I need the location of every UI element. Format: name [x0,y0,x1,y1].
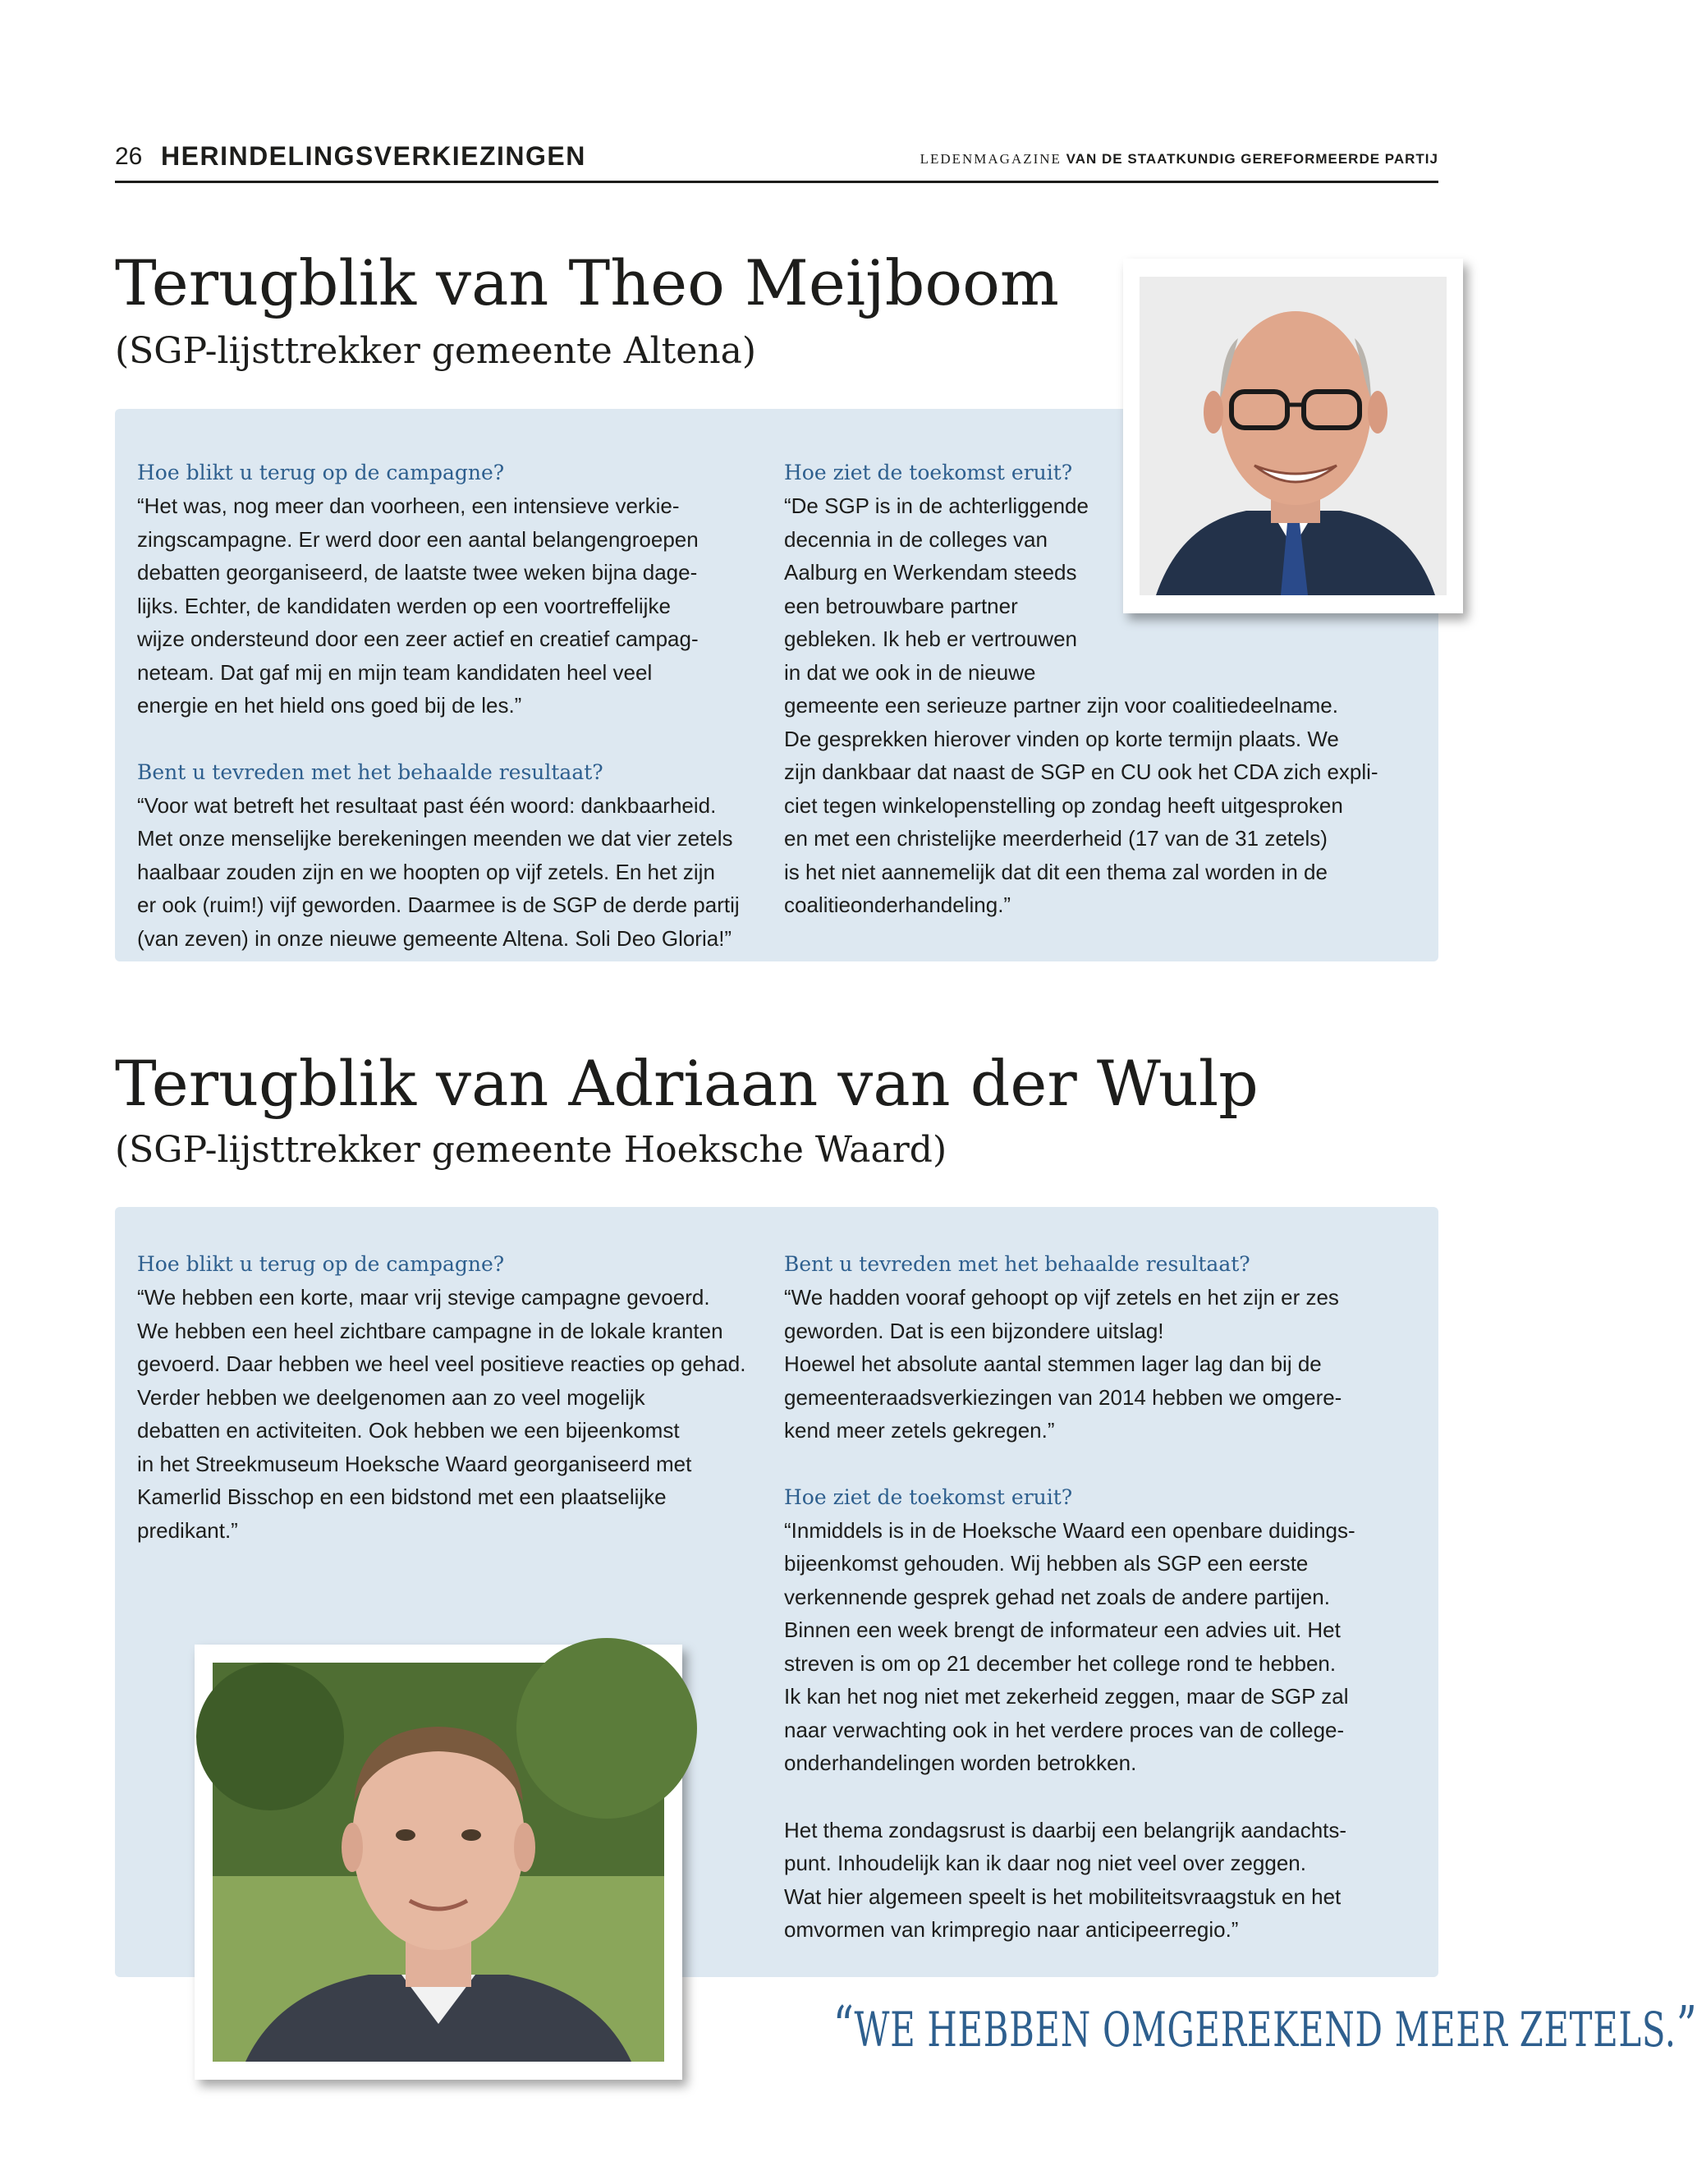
article1-question-3: Hoe ziet de toekomst eruit? [784,461,1073,484]
magazine-main: VAN DE STAATKUNDIG GEREFORMEERDE PARTIJ [1066,151,1438,167]
quote-open-mark: “ [832,1995,855,2060]
section-title: HERINDELINGSVERKIEZINGEN [161,141,586,171]
page-number: 26 [115,143,143,170]
portrait-adriaan-van-der-wulp [195,1645,682,2080]
article2-answer-4: Het thema zondagsrust is daarbij een belangrijk aandachts- punt. Inhoudelijk kan ik daar nog niet veel over zeggen. Wat hier algemeen speelt is het mobiliteitsvraagstuk en het omvormen van krimpregio naar anticipeerregio.” [784,1817,1347,1942]
article2-question-1: Hoe blikt u terug op de campagne? [137,1252,505,1276]
magazine-name [920,151,1438,167]
article1-answer-2: “Voor wat betreft het resultaat past één woord: dankbaarheid. Met onze menselijke berekeningen meenden we dat vier zetels haalbaar zouden zijn en we hoopten op vijf zetels. En het zijn er ook (ruim!) vijf geworden. Daarmee is de SGP de derde partij (van zeven) in onze nieuwe gemeente Altena. Soli Deo Gloria!” [137,792,740,951]
quote-close-mark: ” [1676,1995,1697,2060]
portrait-photo [213,1663,664,2062]
article2-answer-3: “Inmiddels is in de Hoeksche Waard een openbare duidings- bijeenkomst gehouden. Wij hebben als SGP een eerste verkennende gesprek gehad net zoals de andere partijen. Binnen een week brengt de informateur een advies uit. Het streven is om op 21 december het college rond te hebben. Ik kan het nog niet met zekerheid zeggen, maar de SGP zal naar verwachting ook in het verdere proces van de college- onderhandelingen worden betrokken. [784,1517,1355,1775]
magazine-prefix: LEDENMAGAZINE [920,151,1062,167]
portrait-theo-meijboom [1123,259,1463,613]
article2-subtitle: (SGP-lijsttrekker gemeente Hoeksche Waard) [115,1129,947,1171]
article1-question-2: Bent u tevreden met het behaalde resultaat? [137,759,603,784]
article2-left-column [137,1248,777,1581]
article2-question-3: Hoe ziet de toekomst eruit? [784,1484,1073,1509]
article2-answer-1: “We hebben een korte, maar vrij stevige campagne gevoerd. We hebben een heel zichtbare campagne in de lokale kranten gevoerd. Daar hebben we heel veel positieve reacties op gehad. Verder hebben we deelgenomen aan zo veel mogelijk debatten en activiteiten. Ook hebben we een bijeenkomst in het Streekmuseum Hoeksche Waard georganiseerd met Kamerlid Bisschop en een bidstond met een plaatselijke predikant.” [137,1285,746,1543]
article1-answer-1: “Het was, nog meer dan voorheen, een intensieve verkie- zingscampagne. Er werd door een aantal belangengroepen debatten georganiseerd, de laatste twee weken bijna dage- lijks. Echter, de kandidaten werden op een voortreffelijke wijze ondersteund door een zeer actief en creatief campag- neteam. Dat gaf mij en mijn team kandidaten heel veel energie en het hield ons goed bij de les.” [137,493,699,718]
article2-question-2: Bent u tevreden met het behaalde resultaat? [784,1252,1250,1276]
article1-subtitle: (SGP-lijsttrekker gemeente Altena) [115,330,757,372]
pull-quote [832,1995,1697,2060]
article1-title: Terugblik van Theo Meijboom [115,246,1059,319]
pull-quote-text: WE HEBBEN OMGEREKEND MEER ZETELS. [854,2002,1676,2058]
article2-title: Terugblik van Adriaan van der Wulp [115,1047,1259,1120]
article2-right-column [784,1248,1424,1980]
portrait-photo [1140,277,1447,595]
portrait-illustration [213,1663,664,2062]
article1-answer-3: “De SGP is in de achterliggende decennia in de colleges van Aalburg en Werkendam steeds een betrouwbare partner gebleken. Ik heb er vertrouwen in dat we ook in de nieuwe gemeente een serieuze partner zijn voor coalitiedeelname. De gesprekken hierover vinden op korte termijn plaats. We zijn dankbaar dat naast de SGP en CU ook het CDA zich expli- ciet tegen winkelopenstelling op zondag heeft uitgesproken en met een christelijke meerderheid (17 van de 31 zetels) is het niet aannemelijk dat dit een thema zal worden in de coalitieonderhandeling.” [784,493,1378,917]
article2-answer-2: “We hadden vooraf gehoopt op vijf zetels en het zijn er zes geworden. Dat is een bijzondere uitslag! Hoewel het absolute aantal stemmen lager lag dan bij de gemeenteraadsverkiezingen van 2014 hebben we omgere- kend meer zetels gekregen.” [784,1285,1342,1443]
page-header [115,140,1438,183]
article1-question-1: Hoe blikt u terug op de campagne? [137,461,505,484]
article1-left-column [137,457,777,989]
portrait-illustration [1140,277,1447,595]
